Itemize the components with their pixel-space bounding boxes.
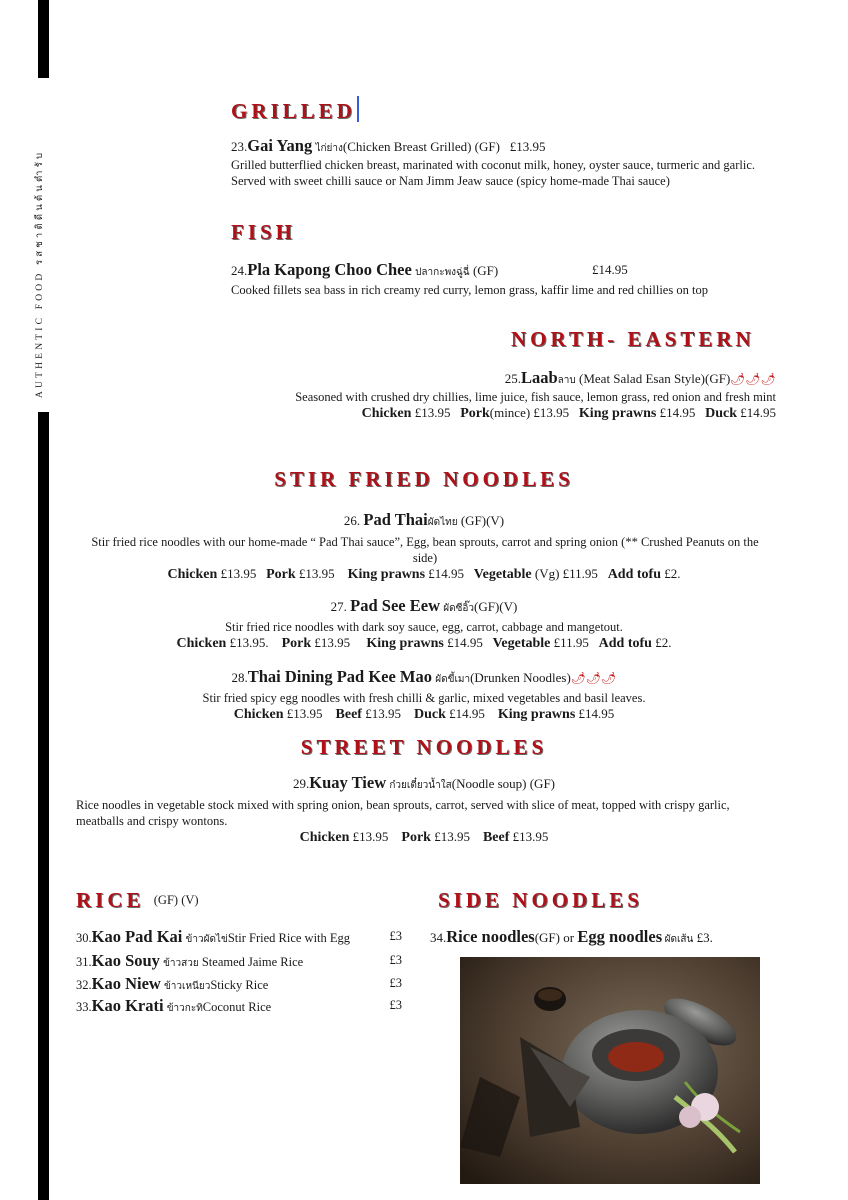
- menu-item-29-prices: [0, 829, 848, 846]
- item-price: £3: [389, 953, 402, 967]
- option-price: £2.: [655, 635, 672, 650]
- option-label: Vegetable: [492, 636, 551, 651]
- option-label: Chicken: [299, 830, 350, 845]
- sidebar-bar-bottom: [38, 412, 49, 1200]
- menu-item-26-prices: [0, 566, 848, 583]
- menu-item-27-description: Stir fried rice noodles with dark soy sauce, egg, carrot, cabbage and mangetout.: [225, 620, 623, 634]
- option-label: King prawns: [578, 406, 657, 421]
- stir-fried-noodles-heading: STIR FRIED NOODLES: [274, 467, 574, 491]
- item-number: 29.: [293, 776, 310, 791]
- item-name: Pad Thai: [363, 510, 428, 529]
- item-number: 30.: [76, 931, 92, 945]
- menu-item-25-description: Seasoned with crushed dry chillies, lime juice, fish sauce, lemon grass, red onion and fresh mint: [295, 390, 776, 404]
- item-number: 27.: [330, 599, 351, 614]
- item-subtitle: Sticky Rice: [210, 978, 269, 992]
- item-thai-name: ข้าวสวย: [163, 958, 199, 969]
- menu-item-23-description: Grilled butterflied chicken breast, marinated with coconut milk, honey, oyster sauce, turmeric and garlic. Served with sweet chilli sauce or Nam Jimm Jeaw sauce (spicy home-made Thai sauce): [231, 158, 756, 188]
- item-number: 24.: [231, 263, 248, 278]
- sidebar-bar-top: [38, 0, 49, 78]
- option-price: £13.95: [298, 566, 335, 581]
- option-label: Add tofu: [598, 636, 652, 651]
- item-connector: (GF) or: [534, 930, 578, 945]
- item-name: Thai Dining Pad Kee Mao: [247, 667, 432, 686]
- item-subtitle: (Chicken Breast Grilled) (GF): [342, 139, 500, 154]
- option-label: Chicken: [233, 707, 284, 722]
- option-label: King prawns: [347, 567, 426, 582]
- item-price: £3.: [693, 930, 713, 945]
- chili-icon: 🌶🌶🌶: [730, 372, 776, 386]
- fish-heading: FISH: [231, 220, 297, 244]
- menu-item-23-title: [231, 136, 545, 156]
- side-noodles-heading: SIDE NOODLES: [438, 888, 643, 912]
- option-price: £13.95: [434, 829, 470, 844]
- option-note: (Vg): [534, 566, 560, 581]
- option-price: £13.95: [220, 566, 257, 581]
- item-number: 33.: [76, 1000, 92, 1014]
- item-thai-name: ข้าวกะทิ: [166, 1003, 203, 1014]
- menu-item-26-description: Stir fried rice noodles with our home-made “ Pad Thai sauce”, Egg, bean sprouts, carrot and spring onion (** Crushed Peanuts on the side): [91, 535, 759, 565]
- option-note: (mince): [489, 405, 531, 420]
- rice-heading: [76, 888, 199, 913]
- option-price: £13.95: [314, 635, 351, 650]
- item-number: 32.: [76, 978, 92, 992]
- text-cursor: [357, 96, 359, 122]
- item-price: £3: [389, 929, 402, 943]
- grilled-heading: GRILLED: [231, 96, 359, 124]
- option-label: Duck: [705, 406, 737, 421]
- item-price: £3: [389, 998, 402, 1012]
- item-thai-name: ผัดขี้เมา: [435, 674, 471, 685]
- item-thai-name: ลาบ: [557, 375, 576, 386]
- item-name: Laab: [520, 368, 558, 387]
- option-label: Pork: [266, 567, 296, 582]
- rice-item-31: [76, 951, 402, 971]
- menu-item-24-description: Cooked fillets sea bass in rich creamy red curry, lemon grass, kaffir lime and red chillies on top: [231, 283, 708, 297]
- item-subtitle: (Drunken Noodles): [470, 670, 571, 685]
- option-label: Beef: [482, 830, 510, 845]
- item-subtitle: (GF)(V): [460, 513, 505, 528]
- menu-item-34: [430, 927, 713, 947]
- item-number: 23.: [231, 139, 248, 154]
- option-price: £14.95: [740, 405, 776, 420]
- option-label: Add tofu: [607, 567, 661, 582]
- item-subtitle: Steamed Jaime Rice: [198, 955, 304, 969]
- option-label: King prawns: [497, 707, 576, 722]
- option-price: £11.95: [553, 635, 589, 650]
- item-thai-name: ข้าวผัดไข่: [185, 934, 228, 945]
- item-price: £3: [389, 976, 402, 990]
- option-label: Chicken: [167, 567, 218, 582]
- item-number: 34.: [430, 930, 447, 945]
- option-label: Beef: [335, 707, 362, 722]
- item-thai-name: ก๋วยเตี๋ยวน้ำใส: [389, 780, 452, 791]
- item-thai-name: ผัดไทย: [427, 517, 458, 528]
- option-price: £14.95: [449, 706, 485, 721]
- option-label: Chicken: [361, 406, 412, 421]
- option-label: Chicken: [176, 636, 227, 651]
- menu-item-27-prices: [0, 635, 848, 652]
- option-price: £13.95: [286, 706, 323, 721]
- option-price: £13.95: [533, 405, 570, 420]
- menu-item-28-prices: [0, 706, 848, 723]
- item-subtitle: (Meat Salad Esan Style)(GF): [579, 371, 731, 386]
- rice-heading-text: RICE: [76, 888, 145, 912]
- menu-item-25-prices: [362, 405, 776, 422]
- menu-item-26-title: [0, 510, 848, 530]
- menu-item-27-title: [0, 596, 848, 616]
- option-label: Pork: [401, 830, 431, 845]
- item-subtitle: Coconut Rice: [202, 1000, 272, 1014]
- item-name: Kuay Tiew: [309, 773, 387, 792]
- option-price: £13.95.: [229, 635, 269, 650]
- item-name: Pad See Eew: [350, 596, 440, 615]
- item-name: Kao Krati: [91, 996, 164, 1015]
- item-name-alt: Egg noodles: [577, 927, 663, 946]
- menu-item-24-title: [231, 260, 498, 280]
- option-label: Pork: [281, 636, 312, 651]
- option-price: £14.95: [428, 566, 465, 581]
- item-number: 31.: [76, 955, 92, 969]
- item-subtitle: (GF)(V): [474, 599, 518, 614]
- menu-item-25-title: [505, 368, 776, 388]
- option-label: Vegetable: [473, 567, 532, 582]
- menu-item-24-price: £14.95: [592, 262, 628, 277]
- item-number: 28.: [231, 670, 248, 685]
- option-price: £2.: [664, 566, 681, 581]
- chili-icon: 🌶🌶🌶: [570, 671, 617, 685]
- option-price: £11.95: [562, 566, 598, 581]
- item-name: Pla Kapong Choo Chee: [247, 260, 412, 279]
- option-label: Pork: [460, 406, 490, 421]
- food-photo: [460, 957, 760, 1184]
- rice-heading-note: (GF) (V): [153, 893, 199, 907]
- menu-item-28-description: Stir fried spicy egg noodles with fresh chilli & garlic, mixed vegetables and basil leaves.: [202, 691, 646, 705]
- option-price: £14.95: [447, 635, 483, 650]
- item-thai-name: ผัดเส้น: [662, 934, 694, 945]
- option-price: £14.95: [659, 405, 696, 420]
- option-price: £14.95: [578, 706, 615, 721]
- item-thai-name: ไก่ย่าง: [315, 143, 343, 154]
- rice-item-33: [76, 996, 402, 1016]
- item-number: 26.: [343, 513, 364, 528]
- item-number: 25.: [504, 371, 521, 386]
- option-price: £13.95: [365, 706, 401, 721]
- item-subtitle: (Noodle soup) (GF): [451, 776, 555, 791]
- item-name: Gai Yang: [247, 136, 313, 155]
- menu-item-29-title: [0, 773, 848, 793]
- menu-item-28-title: [0, 667, 848, 687]
- item-name: Kao Souy: [91, 951, 160, 970]
- option-label: King prawns: [366, 636, 444, 651]
- item-subtitle: (GF): [472, 263, 499, 278]
- street-noodles-heading: STREET NOODLES: [300, 735, 548, 759]
- item-thai-name: ปลากะพงฉู่ฉี่: [415, 267, 470, 278]
- menu-item-29-description: Rice noodles in vegetable stock mixed with spring onion, bean sprouts, carrot, served with slice of meat, topped with crispy garlic, meatballs and crispy wontons.: [76, 798, 730, 828]
- item-price: £13.95: [509, 139, 546, 154]
- option-price: £13.95: [512, 829, 549, 844]
- item-name: Kao Pad Kai: [91, 927, 183, 946]
- option-price: £13.95: [414, 405, 451, 420]
- item-thai-name: ผัดซีอิ๊ว: [443, 603, 474, 614]
- rice-item-32: [76, 974, 402, 994]
- option-label: Duck: [413, 707, 446, 722]
- north-eastern-heading: NORTH- EASTERN: [511, 327, 755, 351]
- sidebar-vertical-text: AUTHENTIC FOOD รสชาติดีนต้นตำรับ: [35, 149, 45, 398]
- mortar-pestle-illustration: [460, 957, 760, 1184]
- item-thai-name: ข้าวเหนียว: [163, 981, 211, 992]
- rice-item-30: [76, 927, 402, 947]
- item-name: Rice noodles: [446, 927, 535, 946]
- item-name: Kao Niew: [91, 974, 161, 993]
- option-price: £13.95: [352, 829, 389, 844]
- item-subtitle: Stir Fried Rice with Egg: [227, 931, 351, 945]
